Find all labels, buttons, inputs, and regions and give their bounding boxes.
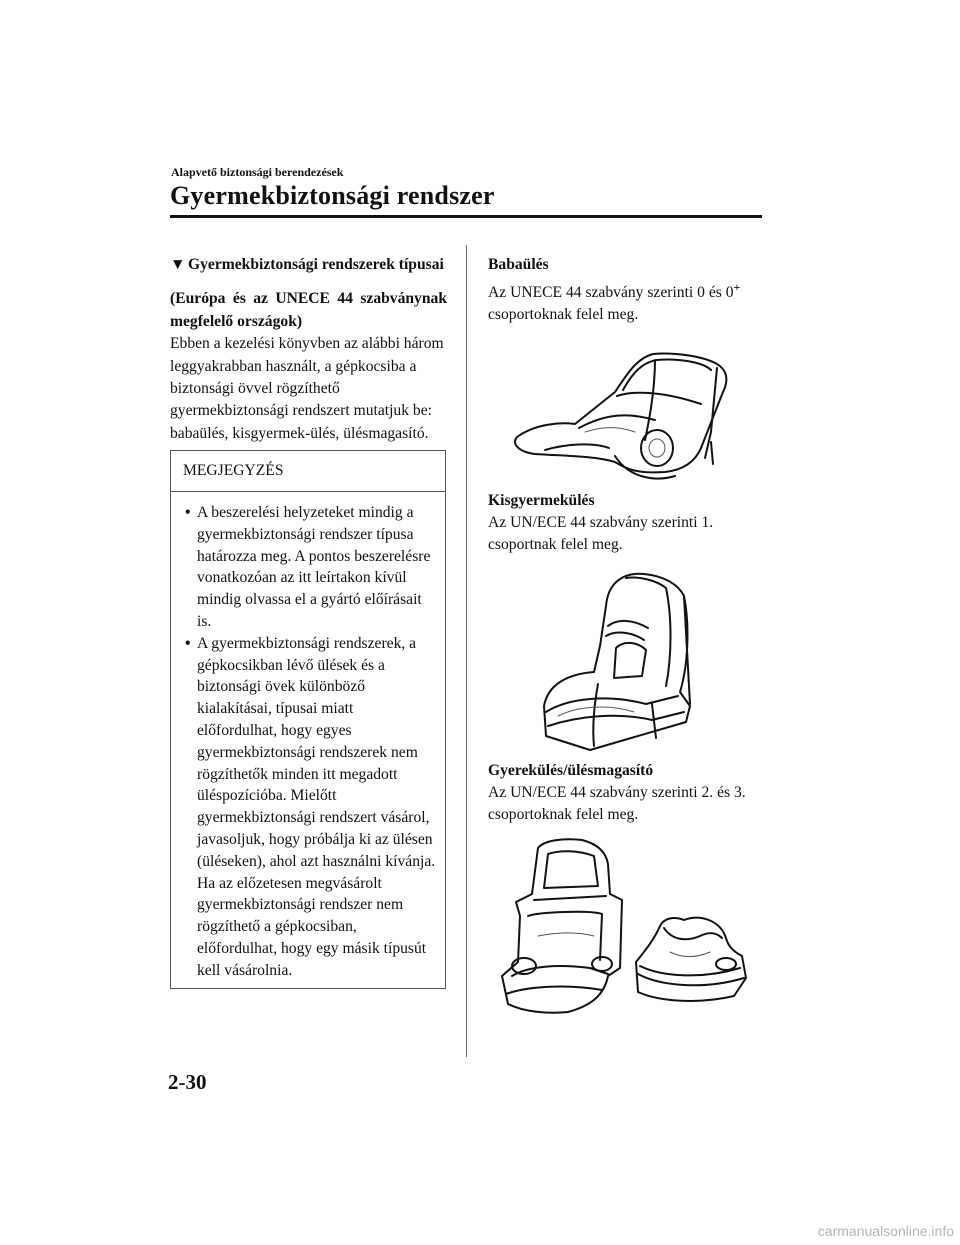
- baby-seat-illustration: [505, 352, 735, 487]
- child-seat-illustration: [538, 566, 698, 751]
- column-divider: [466, 245, 467, 1057]
- section-heading-text: Gyermekbiztonsági rendszerek típusai: [188, 256, 444, 273]
- page-title: Gyermekbiztonsági rendszer: [170, 181, 495, 210]
- child-seat-heading: Kisgyermekülés: [488, 492, 595, 509]
- baby-seat-text-line: Az UNECE 44 szabvány szerinti 0 és 0: [488, 284, 734, 302]
- watermark: carmanualsonline.info: [817, 1223, 954, 1239]
- note-item-text: A gyermekbiztonsági rendszerek, a gépkocsikban lévő ülések és a biztonsági övek különböző kialakításai, típusai miatt előfordulhat, hogy egyes gyermekbiztonsági rendszerek nem rögzíthetők minden itt megadott üléspozícióba. Mielőtt gyermekbiztonsági rendszert vásárol, javasoljuk, hogy próbálja ki az ülésen (üléseken), ahol azt használni kívánja. Ha az előzetesen megvásárolt gyermekbiztonsági rendszer nem rögzíthető a gépkocsiban, előfordulhat, hogy egy másik típusút kell vásárolnia.: [197, 634, 436, 979]
- intro-paragraph: Ebben a kezelési könyvben az alábbi három leggyakrabban használt, a gépkocsiba a biztonsági övvel rögzíthető gyermekbiztonsági rendszert mutatjuk be: babaülés, kisgyermek-ülés, ülésmagasító.: [170, 335, 444, 442]
- header-rule: [170, 215, 762, 218]
- plus-superscript: +: [733, 280, 741, 294]
- booster-heading: Gyerekülés/ülésmagasító: [488, 762, 654, 779]
- left-column: [170, 254, 447, 445]
- booster-section: [488, 760, 758, 826]
- baby-seat-text: [488, 276, 758, 326]
- child-seat-text: Az UN/ECE 44 szabvány szerinti 1. csoportnak felel meg.: [488, 514, 714, 553]
- bullet-icon: •: [185, 634, 191, 652]
- booster-text: Az UN/ECE 44 szabvány szerinti 2. és 3. csoportoknak felel meg.: [488, 784, 746, 823]
- page-number: 2-30: [168, 1070, 207, 1094]
- note-item: [185, 502, 437, 633]
- bullet-icon: •: [185, 504, 191, 521]
- triangle-marker-icon: ▼: [170, 256, 186, 273]
- baby-seat-text-line2: csoportoknak felel meg.: [488, 306, 639, 324]
- section-heading: [170, 254, 447, 276]
- note-item-text: A beszerelési helyzeteket mindig a gyermekbiztonsági rendszer típusa határozza meg. A pontos beszerelésre vonatkozóan az itt leírtakon kívül mindig olvassa el a gyártó előírásait is.: [197, 504, 431, 630]
- baby-seat-section: [488, 254, 758, 326]
- booster-seat-illustration: [498, 836, 628, 1016]
- booster-cushion-illustration: [630, 912, 750, 1004]
- region-subheading: (Európa és az UNECE 44 szabványnak megfelelő országok): [170, 290, 447, 330]
- note-box: [170, 450, 446, 989]
- note-item: [185, 633, 437, 982]
- baby-seat-heading: Babaülés: [488, 256, 549, 273]
- section-label: Alapvető biztonsági berendezések: [171, 165, 344, 179]
- note-body: [171, 492, 445, 988]
- note-title: MEGJEGYZÉS: [171, 451, 445, 492]
- child-seat-section: [488, 490, 758, 556]
